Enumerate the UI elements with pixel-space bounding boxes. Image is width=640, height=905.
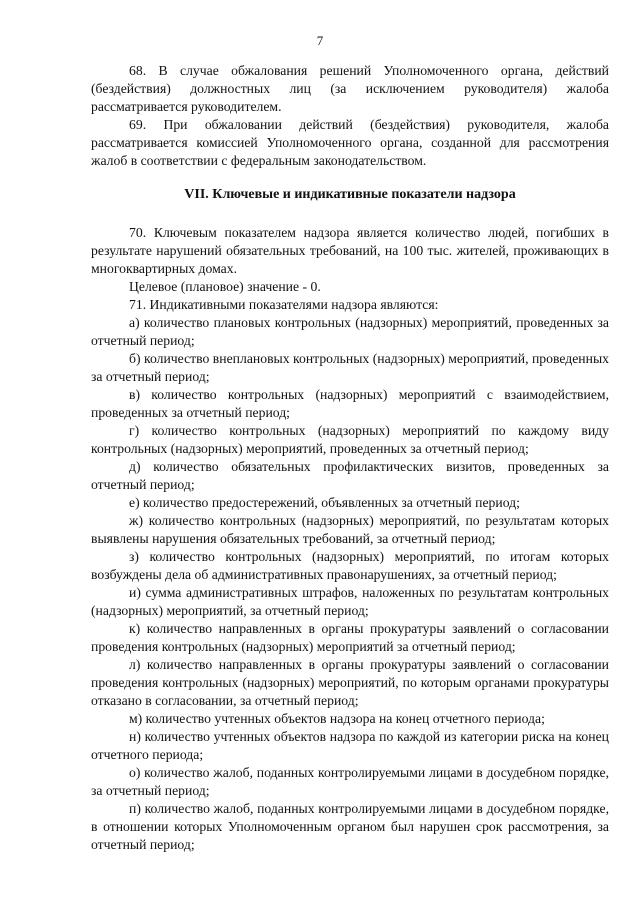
list-item-v: в) количество контрольных (надзорных) мероприятий с взаимодействием, проведенных за отчетный период; [91,387,609,420]
list-item-a: а) количество плановых контрольных (надзорных) мероприятий, проведенных за отчетный период; [91,315,609,348]
list-item-k: к) количество направленных в органы прокуратуры заявлений о согласовании проведения контрольных (надзорных) мероприятий за отчетный период; [91,621,609,654]
section-heading: VII. Ключевые и индикативные показатели надзора [184,187,516,202]
list-item-i: и) сумма административных штрафов, наложенных по результатам контрольных (надзорных) мероприятий, за отчетный период; [91,585,609,618]
document-body [91,62,609,854]
list-item-m: м) количество учтенных объектов надзора на конец отчетного периода; [129,711,545,726]
list-item-p: п) количество жалоб, поданных контролируемыми лицами в досудебном порядке, в отношении которых Уполномоченным органом был нарушен срок рассмотрения, за отчетный период; [91,801,609,852]
paragraph-71: 71. Индикативными показателями надзора являются: [129,297,439,312]
paragraph-68: 68. В случае обжалования решений Уполномоченного органа, действий (бездействия) должностных лиц (за исключением руководителя) жалоба рассматривается руководителем. [91,63,609,114]
list-item-o: о) количество жалоб, поданных контролируемыми лицами в досудебном порядке, за отчетный период; [91,765,609,798]
list-item-g: г) количество контрольных (надзорных) мероприятий по каждому виду контрольных (надзорных) мероприятий, проведенных за отчетный период; [91,423,609,456]
list-item-z: з) количество контрольных (надзорных) мероприятий, по итогам которых возбуждены дела об административных правонарушениях, за отчетный период; [91,549,609,582]
paragraph-69: 69. При обжаловании действий (бездействия) руководителя, жалоба рассматривается комиссией Уполномоченного органа, созданной для рассмотрения жалоб в соответствии с федеральным законодательством. [91,117,609,168]
list-item-n: н) количество учтенных объектов надзора по каждой из категории риска на конец отчетного периода; [91,729,609,762]
list-item-d: д) количество обязательных профилактических визитов, проведенных за отчетный период; [91,459,609,492]
list-item-zh: ж) количество контрольных (надзорных) мероприятий, по результатам которых выявлены нарушения обязательных требований, за отчетный период; [91,513,609,546]
target-value-line: Целевое (плановое) значение - 0. [129,279,321,294]
paragraph-70: 70. Ключевым показателем надзора является количество людей, погибших в результате нарушений обязательных требований, на 100 тыс. жителей, проживающих в многоквартирных домах. [91,225,609,276]
list-item-b: б) количество внеплановых контрольных (надзорных) мероприятий, проведенных за отчетный период; [91,351,609,384]
page-number: 7 [316,33,324,48]
list-item-e: е) количество предостережений, объявленных за отчетный период; [129,495,520,510]
list-item-l: л) количество направленных в органы прокуратуры заявлений о согласовании проведения контрольных (надзорных) мероприятий, по которым органами прокуратуры отказано в согласовании, за отчетный период; [91,657,609,708]
